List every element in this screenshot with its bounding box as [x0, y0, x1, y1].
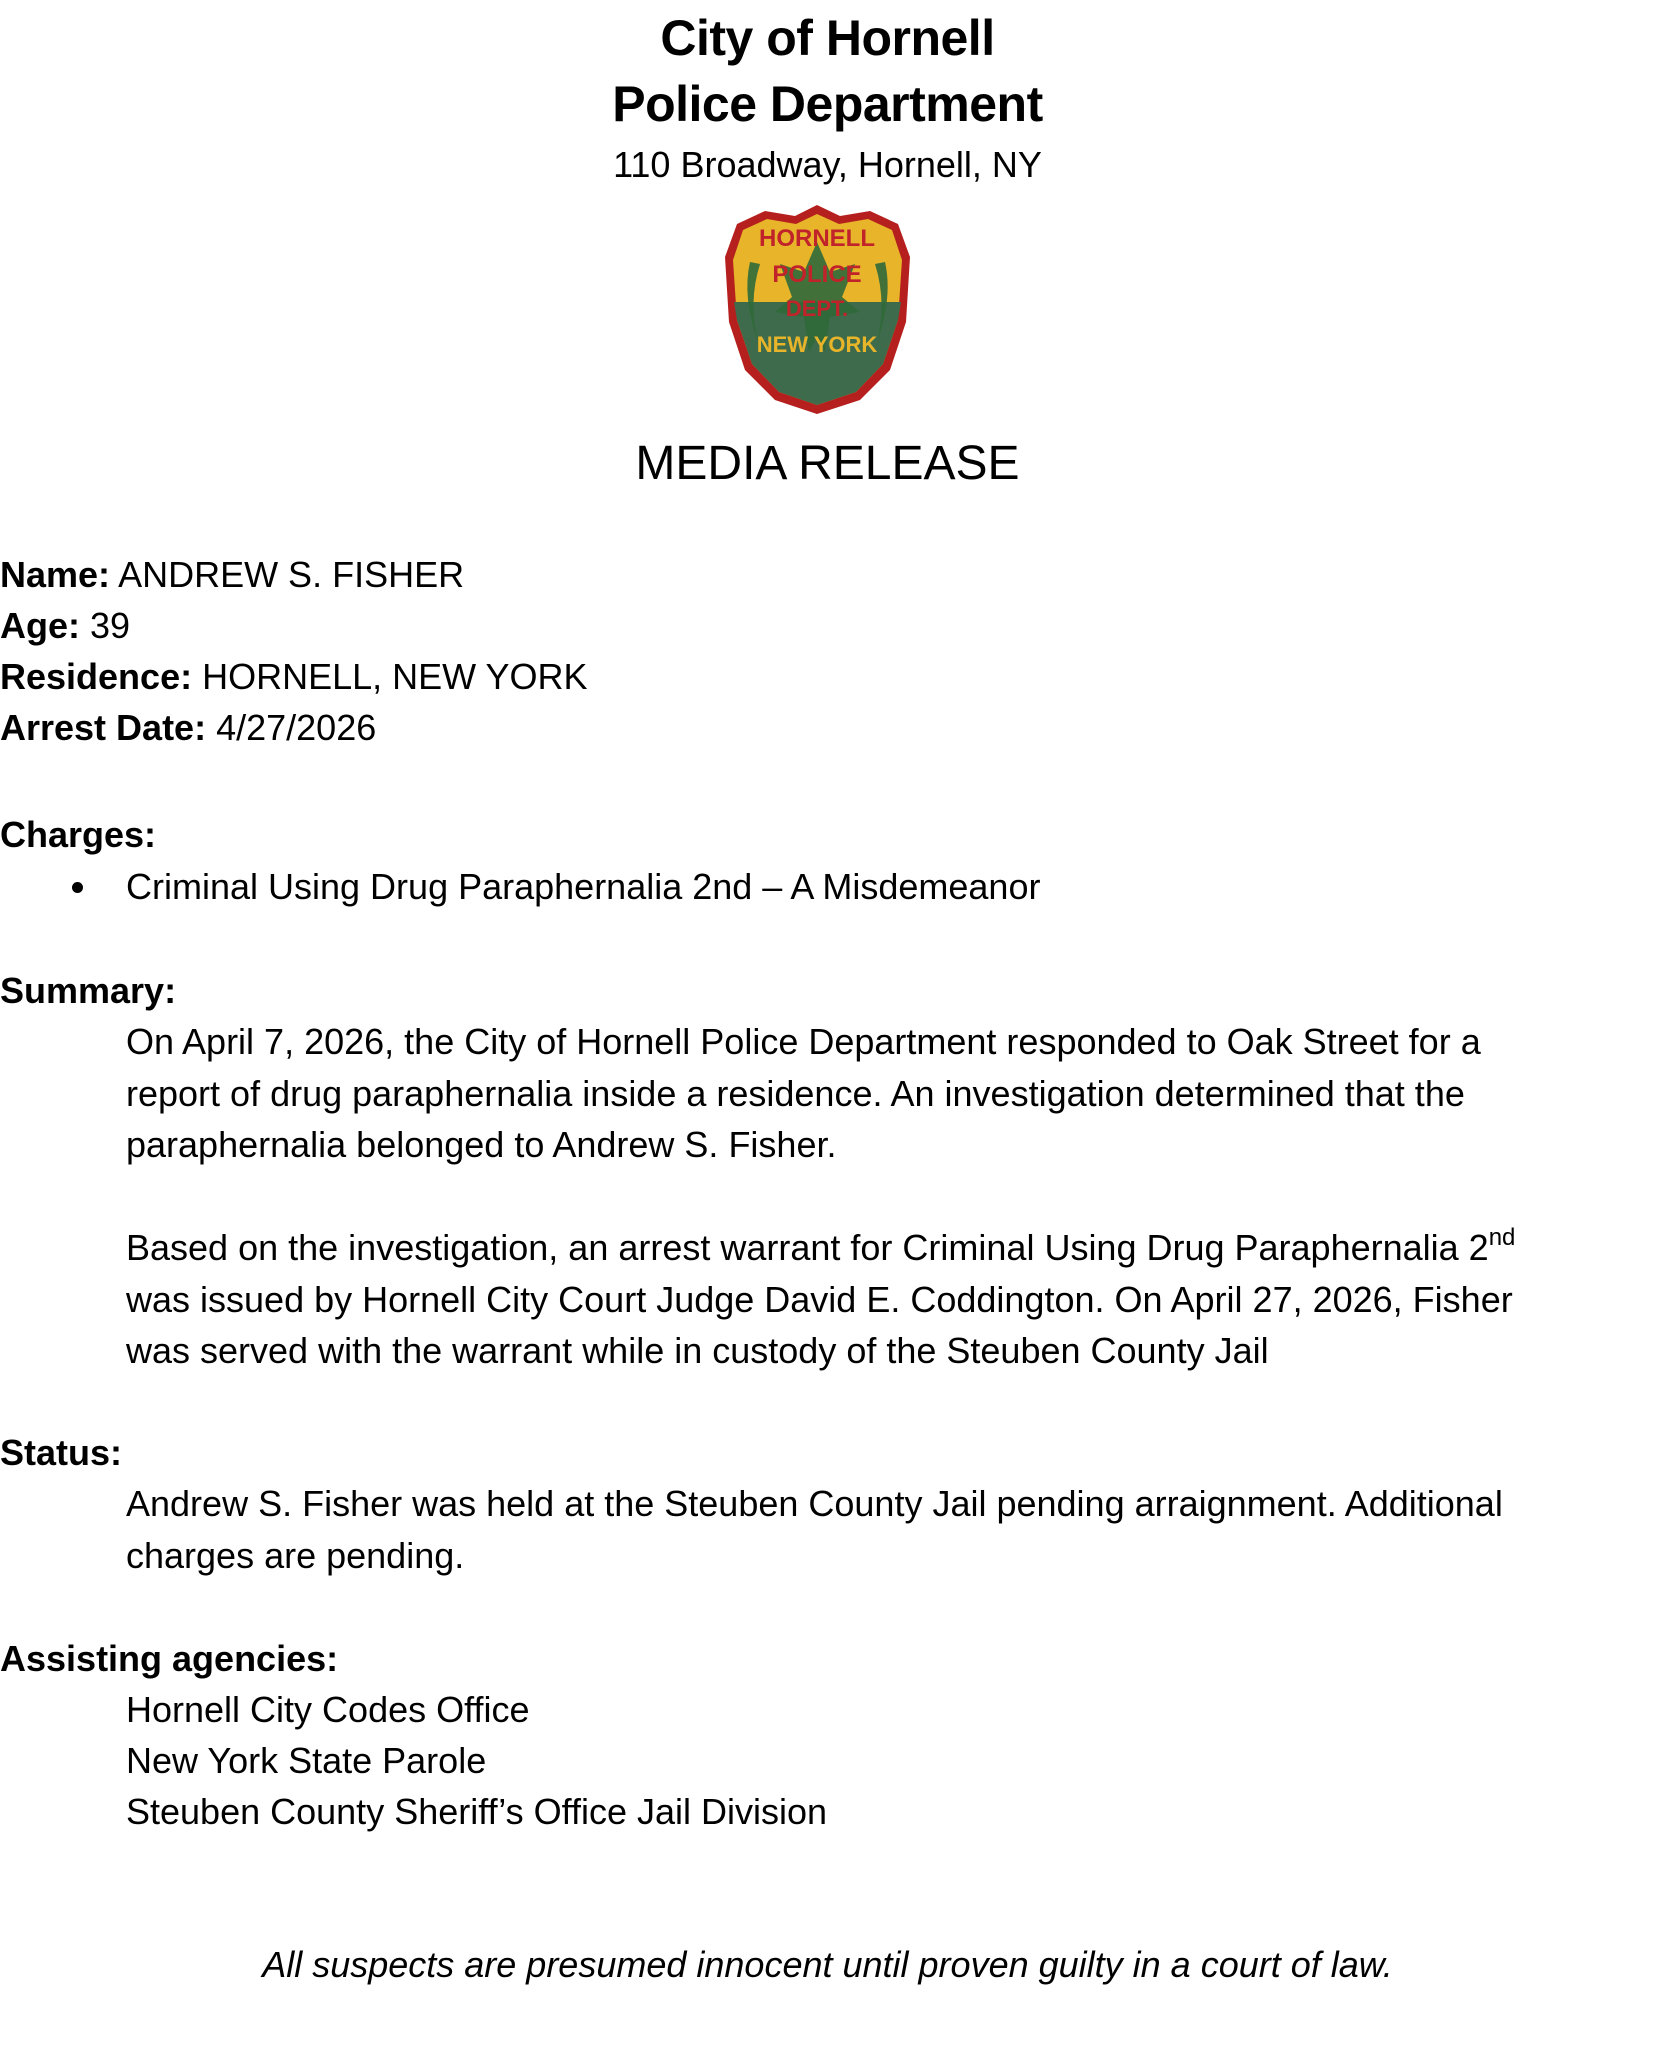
agency-item: New York State Parole [126, 1740, 487, 1781]
summary-p2-line [126, 1222, 1606, 1274]
name-value: ANDREW S. FISHER [118, 554, 465, 595]
residence-field [0, 652, 588, 702]
summary-p2-line: was issued by Hornell City Court Judge David E. Coddington. On April 27, 2026, Fisher [126, 1278, 1513, 1320]
badge-text-2: POLICE [772, 261, 862, 288]
summary-heading: Summary: [0, 970, 177, 1011]
assisting-agencies-heading: Assisting agencies: [0, 1638, 339, 1679]
document-type-title: MEDIA RELEASE [635, 437, 1020, 490]
charge-text: Criminal Using Drug Paraphernalia 2nd – A Misdemeanor [126, 866, 1041, 907]
legal-disclaimer: All suspects are presumed innocent until proven guilty in a court of law. [262, 1944, 1393, 1985]
residence-label: Residence: [0, 656, 193, 697]
badge-text-3: DEPT. [785, 296, 849, 321]
age-field [0, 601, 130, 651]
badge-text-4: NEW YORK [756, 332, 878, 357]
arrest-date-value: 4/27/2026 [216, 707, 377, 748]
org-department: Police Department [612, 76, 1043, 132]
summary-paragraph-2 [126, 1222, 1606, 1377]
age-value: 39 [90, 605, 131, 646]
summary-p1-line: On April 7, 2026, the City of Hornell Police Department responded to Oak Street for a [126, 1021, 1481, 1062]
charges-heading: Charges: [0, 814, 157, 855]
summary-p1-line: report of drug paraphernalia inside a residence. An investigation determined that the [126, 1072, 1465, 1114]
status-heading: Status: [0, 1432, 123, 1473]
residence-value: HORNELL, NEW YORK [202, 656, 588, 697]
arrest-date-label: Arrest Date: [0, 707, 207, 748]
police-badge-logo [720, 202, 915, 417]
summary-paragraph-1 [126, 1016, 1606, 1171]
bullet-icon [72, 882, 83, 893]
ordinal-suffix: nd [1488, 1224, 1516, 1251]
org-name: City of Hornell [660, 10, 995, 66]
status-line: Andrew S. Fisher was held at the Steuben County Jail pending arraignment. Additional [126, 1483, 1503, 1524]
name-field [0, 550, 464, 600]
status-paragraph [126, 1478, 1606, 1581]
summary-p2-text: Based on the investigation, an arrest warrant for Criminal Using Drug Paraphernalia 2 [126, 1227, 1489, 1268]
arrest-date-field [0, 703, 376, 753]
agency-item: Steuben County Sheriff’s Office Jail Division [126, 1791, 828, 1832]
summary-p2-line: was served with the warrant while in custody of the Steuben County Jail [126, 1330, 1269, 1371]
status-line: charges are pending. [126, 1534, 465, 1576]
age-label: Age: [0, 605, 80, 646]
org-address: 110 Broadway, Hornell, NY [613, 144, 1042, 185]
summary-p1-line: paraphernalia belonged to Andrew S. Fisher. [126, 1124, 837, 1165]
badge-text-1: HORNELL [759, 225, 875, 252]
agency-item: Hornell City Codes Office [126, 1689, 530, 1730]
name-label: Name: [0, 554, 111, 595]
